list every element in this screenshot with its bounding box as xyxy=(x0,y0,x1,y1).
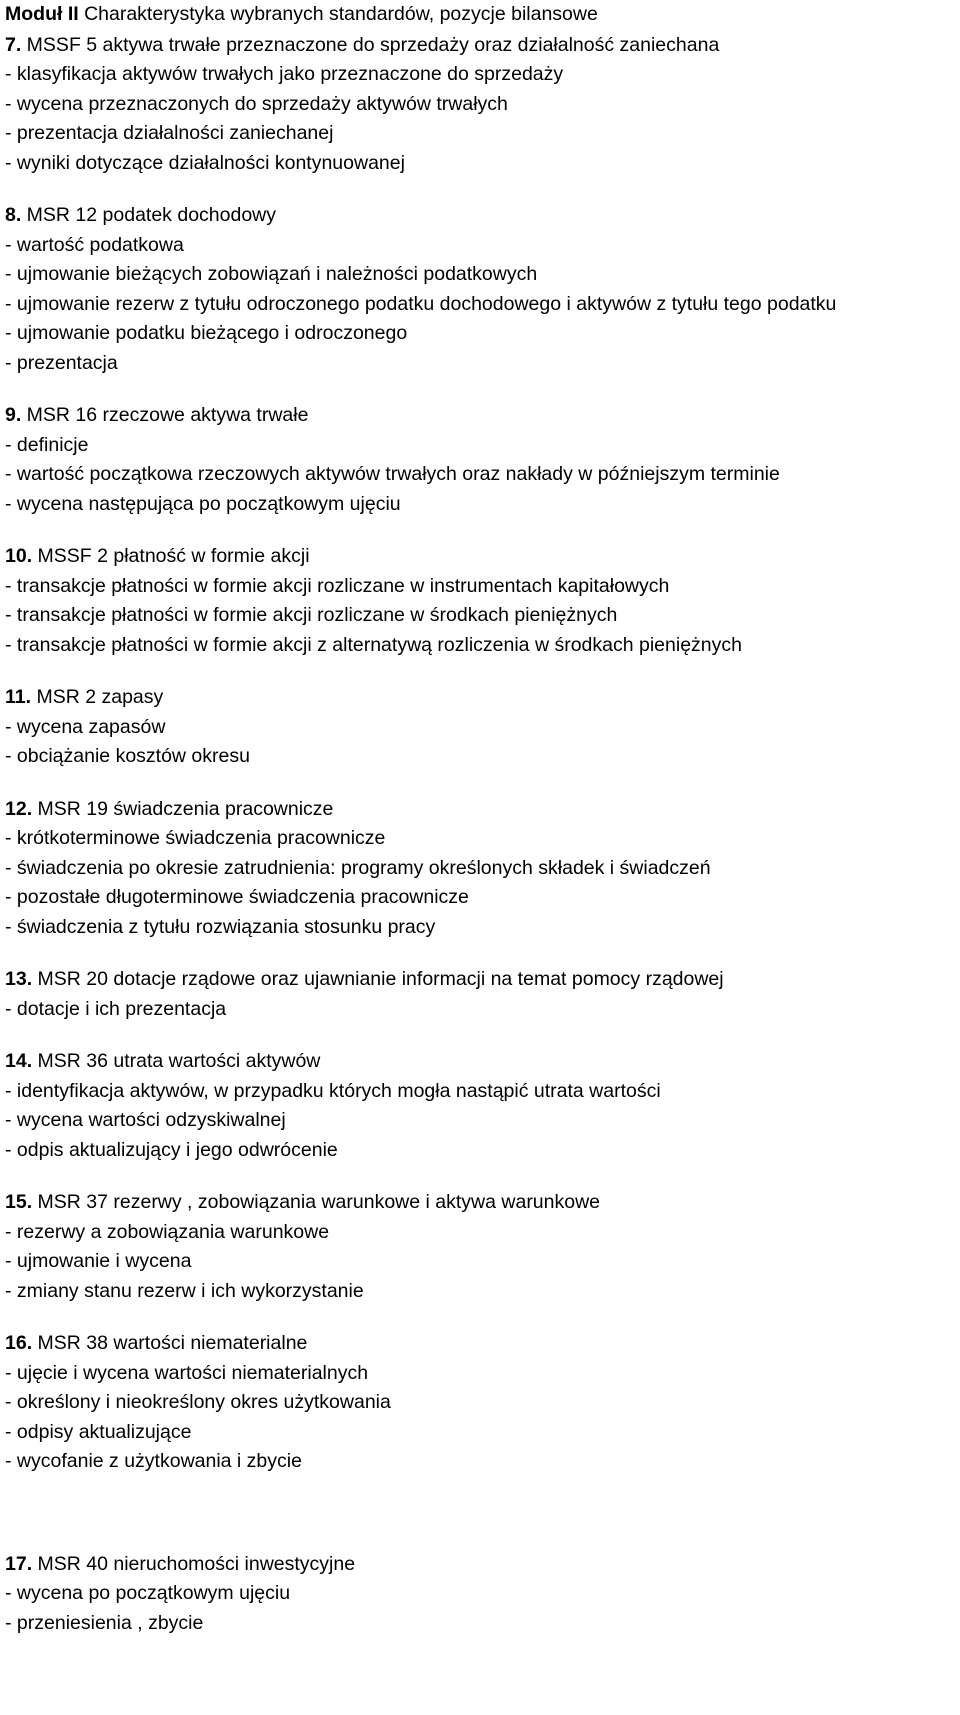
list-item: - ujmowanie rezerw z tytułu odroczonego podatku dochodowego i aktywów z tytułu tego podatku xyxy=(5,292,837,315)
section-title: MSR 36 utrata wartości aktywów xyxy=(32,1050,321,1072)
section-12 xyxy=(5,795,960,943)
section-number: 10. xyxy=(5,545,33,567)
section-15 xyxy=(5,1188,960,1306)
list-item: - ujęcie i wycena wartości niematerialnych xyxy=(5,1361,369,1384)
list-item: - zmiany stanu rezerw i ich wykorzystanie xyxy=(5,1279,364,1302)
section-16 xyxy=(5,1329,960,1477)
section-number: 8. xyxy=(5,204,22,226)
section-heading xyxy=(5,31,960,61)
section-10 xyxy=(5,542,960,660)
section-14 xyxy=(5,1047,960,1165)
section-9 xyxy=(5,401,960,519)
section-13 xyxy=(5,965,960,1024)
list-item: - transakcje płatności w formie akcji z alternatywą rozliczenia w środkach pieniężnych xyxy=(5,633,742,656)
list-item: - identyfikacja aktywów, w przypadku których mogła nastąpić utrata wartości xyxy=(5,1079,661,1102)
list-item: - wyniki dotyczące działalności kontynuowanej xyxy=(5,151,405,174)
list-item: - określony i nieokreślony okres użytkowania xyxy=(5,1391,391,1413)
list-item: - definicje xyxy=(5,433,89,456)
list-item: - klasyfikacja aktywów trwałych jako przeznaczone do sprzedaży xyxy=(5,63,564,85)
section-number: 15. xyxy=(5,1191,33,1213)
list-item: - wycena następująca po początkowym ujęciu xyxy=(5,492,401,515)
list-item: - wartość początkowa rzeczowych aktywów trwałych oraz nakłady w późniejszym terminie xyxy=(5,463,780,485)
list-item: - wycena wartości odzyskiwalnej xyxy=(5,1109,286,1131)
list-item: - obciążanie kosztów okresu xyxy=(5,745,250,767)
section-number: 11. xyxy=(5,686,32,708)
section-number: 12. xyxy=(5,797,33,820)
list-item: - rezerwy a zobowiązania warunkowe xyxy=(5,1220,330,1243)
list-item: - prezentacja działalności zaniechanej xyxy=(5,122,334,144)
section-title: MSR 12 podatek dochodowy xyxy=(21,204,277,226)
list-item: - odpisy aktualizujące xyxy=(5,1420,192,1443)
section-11 xyxy=(5,683,960,772)
list-item: - ujmowanie podatku bieżącego i odroczonego xyxy=(5,322,408,344)
section-heading xyxy=(5,542,960,572)
list-item: - transakcje płatności w formie akcji rozliczane w instrumentach kapitałowych xyxy=(5,574,670,597)
section-title: MSSF 5 aktywa trwałe przeznaczone do sprzedaży oraz działalność zaniechana xyxy=(21,33,720,56)
section-7 xyxy=(5,31,960,179)
list-item: - przeniesienia , zbycie xyxy=(5,1611,204,1634)
section-number: 13. xyxy=(5,968,33,990)
list-item: - świadczenia po okresie zatrudnienia: programy określonych składek i świadczeń xyxy=(5,856,711,879)
list-item: - wycena zapasów xyxy=(5,715,166,738)
section-title: MSR 2 zapasy xyxy=(31,686,164,708)
list-item: - dotacje i ich prezentacja xyxy=(5,997,227,1020)
section-title: MSR 37 rezerwy , zobowiązania warunkowe i aktywa warunkowe xyxy=(32,1191,601,1213)
section-number: 16. xyxy=(5,1332,33,1354)
section-8 xyxy=(5,201,960,378)
list-item: - wycena po początkowym ujęciu xyxy=(5,1582,291,1604)
section-number: 7. xyxy=(5,33,22,56)
section-number: 14. xyxy=(5,1050,33,1072)
module-subtitle: Charakterystyka wybranych standardów, pozycje bilansowe xyxy=(78,3,598,25)
section-heading xyxy=(5,683,960,713)
section-heading xyxy=(5,201,960,231)
section-heading xyxy=(5,1550,960,1580)
list-item: - wartość podatkowa xyxy=(5,233,184,256)
section-heading xyxy=(5,965,960,995)
section-17 xyxy=(5,1550,960,1639)
section-title: MSR 20 dotacje rządowe oraz ujawnianie informacji na temat pomocy rządowej xyxy=(32,968,724,990)
module-label: Moduł II xyxy=(5,3,79,25)
section-number: 17. xyxy=(5,1552,33,1575)
section-title: MSR 40 nieruchomości inwestycyjne xyxy=(32,1552,356,1575)
list-item: - prezentacja xyxy=(5,351,118,374)
section-number: 9. xyxy=(5,404,22,426)
section-title: MSR 19 świadczenia pracownicze xyxy=(32,797,334,820)
list-item: - ujmowanie bieżących zobowiązań i należności podatkowych xyxy=(5,263,538,285)
section-heading xyxy=(5,1329,960,1359)
page-title xyxy=(5,0,960,30)
section-heading xyxy=(5,401,960,431)
list-item: - pozostałe długoterminowe świadczenia pracownicze xyxy=(5,886,469,908)
list-item: - wycofanie z użytkowania i zbycie xyxy=(5,1450,302,1472)
section-heading xyxy=(5,795,960,825)
list-item: - świadczenia z tytułu rozwiązania stosunku pracy xyxy=(5,915,436,938)
list-item: - transakcje płatności w formie akcji rozliczane w środkach pieniężnych xyxy=(5,604,618,626)
list-item: - krótkoterminowe świadczenia pracownicze xyxy=(5,827,386,849)
section-heading xyxy=(5,1188,960,1218)
section-title: MSR 38 wartości niematerialne xyxy=(32,1332,308,1354)
list-item: - wycena przeznaczonych do sprzedaży aktywów trwałych xyxy=(5,92,508,115)
list-item: - odpis aktualizujący i jego odwrócenie xyxy=(5,1138,338,1161)
list-item: - ujmowanie i wycena xyxy=(5,1250,192,1272)
section-heading xyxy=(5,1047,960,1077)
section-title: MSSF 2 płatność w formie akcji xyxy=(32,545,310,567)
section-title: MSR 16 rzeczowe aktywa trwałe xyxy=(21,404,309,426)
